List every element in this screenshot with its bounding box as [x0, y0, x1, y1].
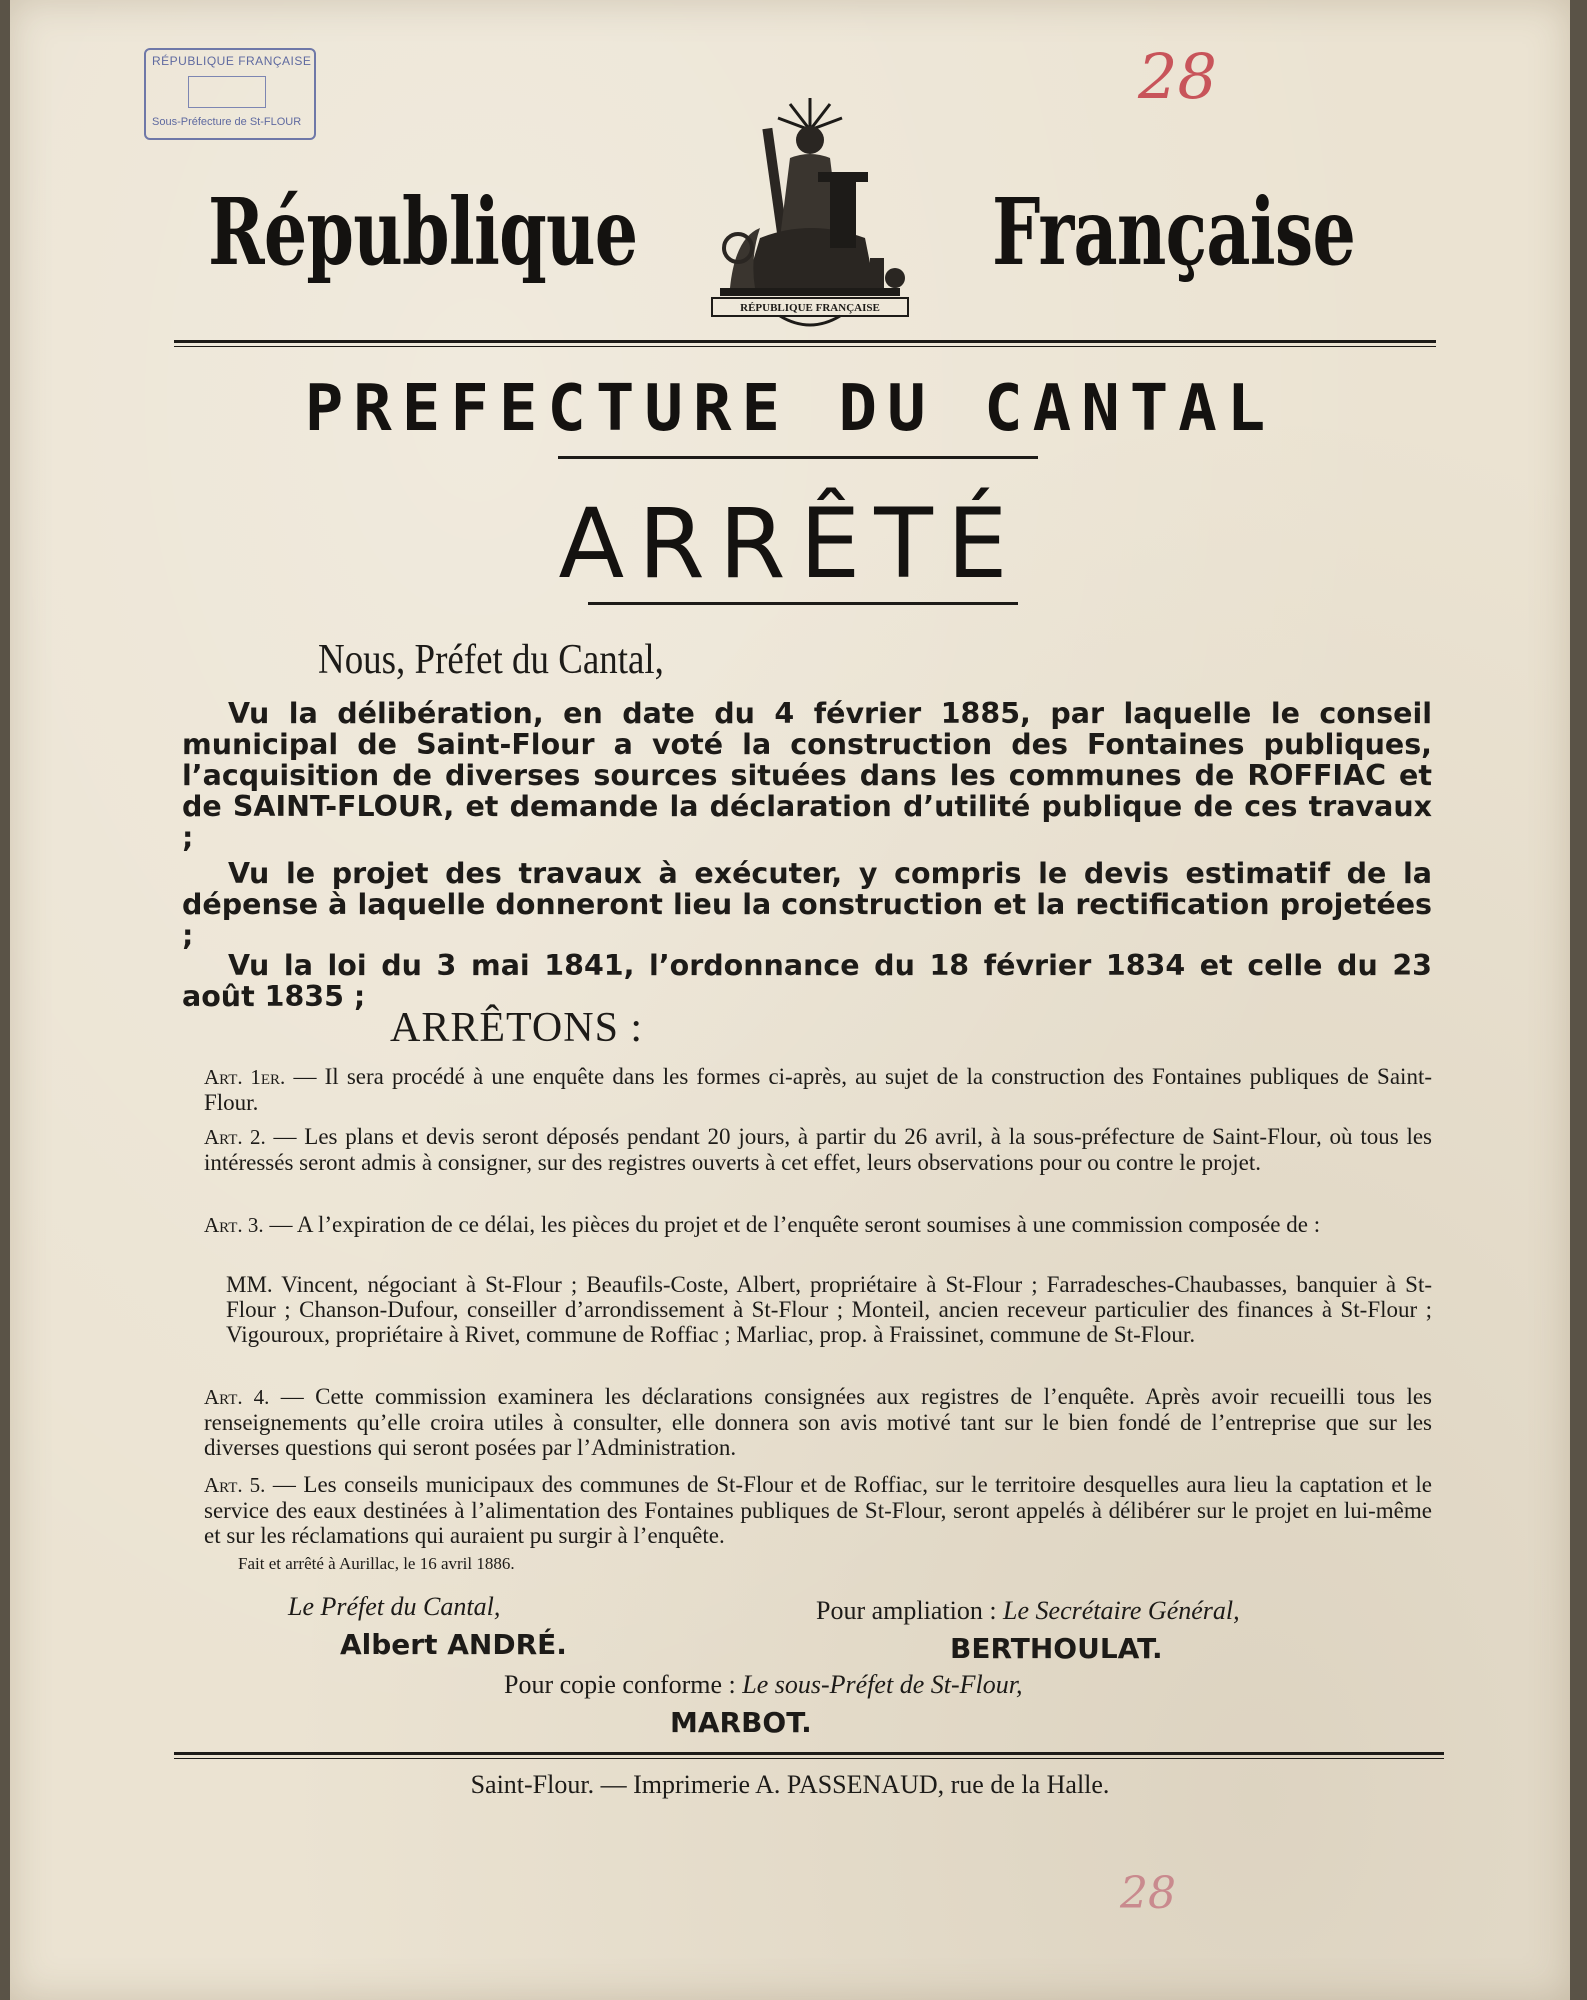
intro-line: Nous, Préfet du Cantal, [318, 637, 664, 683]
arrete-title: ARRÊTÉ [558, 488, 1022, 600]
header-rule-thin [174, 346, 1436, 347]
copie-prefix: Pour copie conforme : [504, 1670, 736, 1699]
marianne-emblem-icon [690, 88, 930, 338]
ampliation-title: Le Secrétaire Général, [1003, 1596, 1240, 1625]
article-1-text: — Il sera procédé à une enquête dans les formes ci-après, au sujet de la construction des Fontaines publiques de Saint-Flour. [204, 1064, 1432, 1115]
copie-name: MARBOT. [670, 1706, 812, 1739]
archive-stamp [144, 48, 316, 140]
article-2-text: — Les plans et devis seront déposés pendant 20 jours, à partir du 26 avril, à la sous-préfecture de Saint-Flour, où tous les intéressés seront admis à consigner, sur des registres ouverts à cet effet, leurs observations pour ou contre le projet. [204, 1124, 1432, 1175]
article-2 [204, 1124, 1432, 1175]
stamp-line-2: Sous-Préfecture de St-FLOUR [152, 116, 302, 128]
article-4-label: Art. 4. [204, 1385, 270, 1409]
commission-members-text: MM. Vincent, négociant à St-Flour ; Beaufils-Coste, Albert, propriétaire à St-Flour ; Farradesches-Chaubasses, banquier à St-Flour ; Chanson-Dufour, conseiller d’arrondissement à St-Flour ; Monteil, ancien receveur particulier des finances à St-Flour ; Vigouroux, propriétaire à Rivet, commune de Roffiac ; Marliac, prop. à Fraissinet, commune de St-Flour. [226, 1272, 1432, 1347]
archive-number-top: 28 [1138, 40, 1217, 113]
stamp-line-1: RÉPUBLIQUE FRANÇAISE [152, 54, 312, 68]
article-5 [204, 1472, 1432, 1548]
article-5-text: — Les conseils municipaux des communes de St-Flour et de Roffiac, sur le territoire desquelles aura lieu la captation et le service des eaux destinées à l’alimentation des Fontaines publiques de St-Flour, seront appelés à délibérer sur le projet en lui-même et sur les réclamations qui auraient pu surgir à l’enquête. [204, 1472, 1433, 1548]
prefet-name: Albert ANDRÉ. [340, 1628, 567, 1661]
article-5-label: Art. 5. [204, 1473, 266, 1497]
consideration-3 [182, 950, 1432, 1012]
title-underline [588, 602, 1018, 605]
consideration-2 [182, 858, 1432, 951]
article-3 [204, 1212, 1432, 1238]
emblem-banner-text: RÉPUBLIQUE FRANÇAISE [740, 302, 880, 314]
printer-line: Saint-Flour. — Imprimerie A. PASSENAUD, rue de la Halle. [470, 1770, 1110, 1799]
stamp-box [188, 76, 266, 108]
poster-sheet [10, 0, 1570, 2000]
ampliation-line [816, 1596, 1240, 1626]
article-1-label: Art. 1er. [204, 1065, 286, 1089]
prefet-title: Le Préfet du Cantal, [288, 1592, 501, 1621]
archive-number-bottom: 28 [1120, 1868, 1176, 1919]
footer-rule-thin [174, 1758, 1444, 1759]
article-3-text: — A l’expiration de ce délai, les pièces du projet et de l’enquête seront soumises à une commission composée de : [269, 1212, 1321, 1237]
article-2-label: Art. 2. [204, 1125, 266, 1149]
article-4-text: — Cette commission examinera les déclarations consignées aux registres de l’enquête. Après avoir recueilli tous les renseignements qu’elle croira utiles à consulter, elle donnera son avis motivé tant sur le bien fondé de l’entreprise que sur les diverses questions qui seront posées par l’Administration. [204, 1384, 1432, 1460]
article-4 [204, 1384, 1432, 1460]
done-at-line: Fait et arrêté à Aurillac, le 16 avril 1886. [238, 1554, 515, 1573]
footer-rule-thick [174, 1752, 1444, 1755]
ampliation-prefix: Pour ampliation : [816, 1596, 997, 1625]
consideration-2-text: Vu le projet des travaux à exécuter, y compris le devis estimatif de la dépense à laquelle donneront lieu la construction et la rectification projetées ; [182, 857, 1432, 952]
header-rule-thick [174, 340, 1436, 343]
prefecture-underline [558, 456, 1038, 459]
copie-title: Le sous-Préfet de St-Flour, [742, 1670, 1023, 1699]
commission-members [226, 1272, 1432, 1347]
ampliation-name: BERTHOULAT. [950, 1632, 1163, 1665]
copie-line [504, 1670, 1022, 1700]
article-3-label: Art. 3. [204, 1213, 264, 1237]
consideration-1-text: Vu la délibération, en date du 4 février 1885, par laquelle le conseil municipal de Saint-Flour a voté la construction des Fontaines publiques, l’acquisition de diverses sources situées dans les communes de ROFFIAC et de SAINT-FLOUR, et demande la déclaration d’utilité publique de ces travaux ; [182, 697, 1432, 854]
article-1 [204, 1064, 1432, 1115]
prefecture-heading: PREFECTURE DU CANTAL [304, 372, 1276, 446]
arretons-heading: ARRÊTONS : [390, 1005, 644, 1051]
header-right-word: Française [992, 178, 1356, 286]
consideration-3-text: Vu la loi du 3 mai 1841, l’ordonnance du 18 février 1834 et celle du 23 août 1835 ; [182, 949, 1432, 1013]
header-left-word: République [208, 178, 638, 286]
consideration-1 [182, 698, 1432, 853]
